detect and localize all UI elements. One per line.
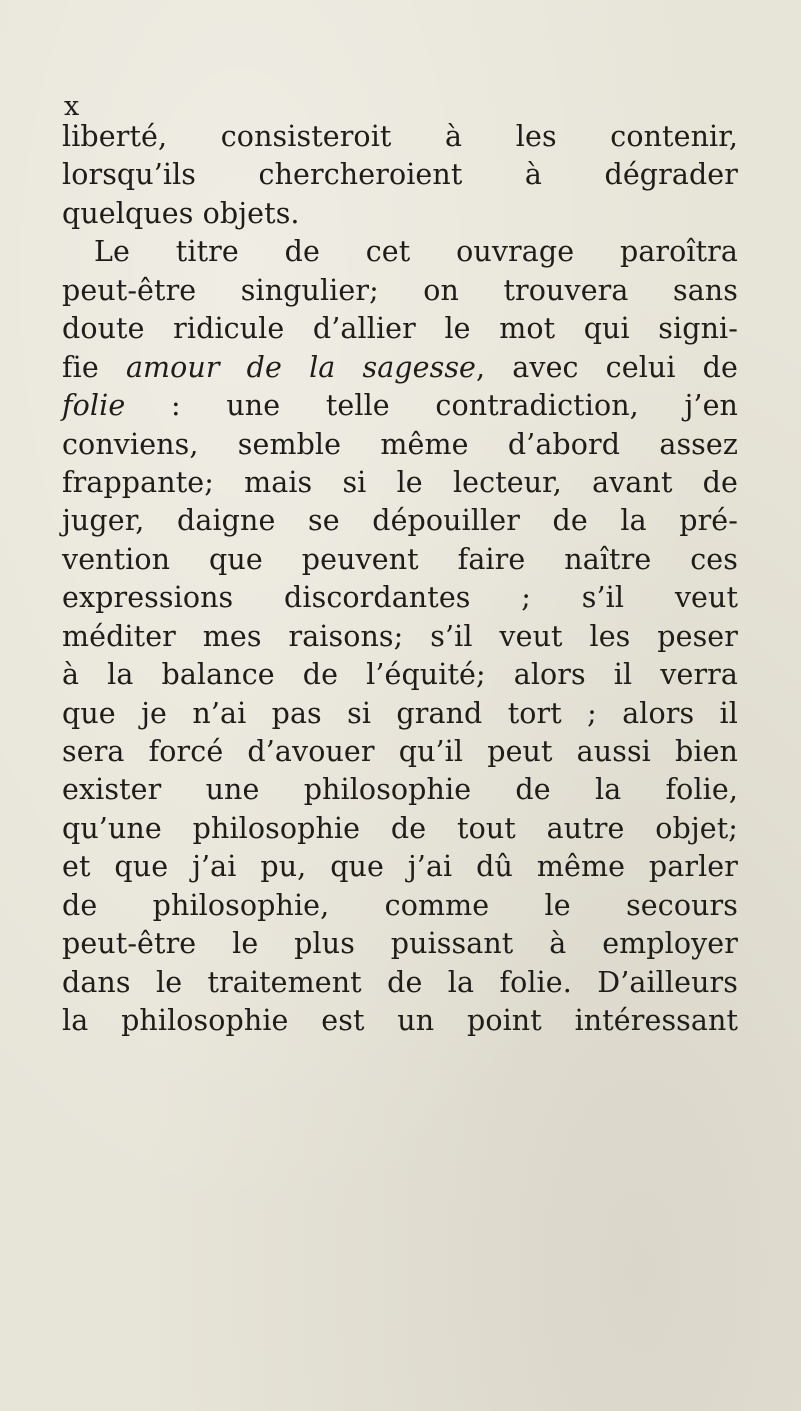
text-line: dans le traitement de la folie. D’ailleurs (62, 965, 738, 999)
text-line: à la balance de l’équité; alors il verra (62, 658, 738, 692)
text-line: la philosophie est un point intéressant (62, 1004, 738, 1038)
text-line: expressions discordantes ; s’il veut (62, 581, 738, 615)
text-line: vention que peuvent faire naître ces (62, 542, 738, 576)
text-line: que je n’ai pas si grand tort ; alors il (62, 696, 738, 730)
text-line: peut-être le plus puissant à employer (62, 927, 738, 961)
body-text (62, 118, 738, 1041)
text-segment: : une telle contradiction, j’en (170, 389, 738, 423)
text-segment: fie (62, 350, 99, 384)
text-line: et que j’ai pu, que j’ai dû même parler (62, 850, 738, 884)
text-segment: , avec celui de (476, 350, 738, 384)
italic-phrase: amour de la sagesse (125, 350, 477, 384)
text-line: frappante; mais si le lecteur, avant de (62, 465, 738, 499)
italic-word: folie (62, 389, 126, 423)
text-line: peut-être singulier; on trouvera sans (62, 273, 738, 307)
text-line: liberté, consisteroit à les contenir, (62, 120, 738, 153)
text-line: de philosophie, comme le secours (62, 888, 738, 922)
text-line: qu’une philosophie de tout autre objet; (62, 811, 738, 845)
text-line (62, 349, 738, 387)
text-line: juger, daigne se dépouiller de la pré- (62, 504, 738, 538)
text-line: doute ridicule d’allier le mot qui signi- (62, 312, 738, 346)
text-line: quelques objets. (62, 196, 300, 230)
text-line: conviens, semble même d’abord assez (62, 427, 738, 461)
page-number: x (64, 91, 80, 122)
text-line: lorsqu’ils chercheroient à dégrader (62, 158, 738, 192)
text-line: exister une philosophie de la folie, (62, 773, 738, 807)
text-line: méditer mes raisons; s’il veut les peser (62, 619, 738, 653)
text-line: sera forcé d’avouer qu’il peut aussi bien (62, 735, 738, 768)
text-line (62, 387, 738, 425)
text-line: Le titre de cet ouvrage paroîtra (94, 235, 738, 269)
